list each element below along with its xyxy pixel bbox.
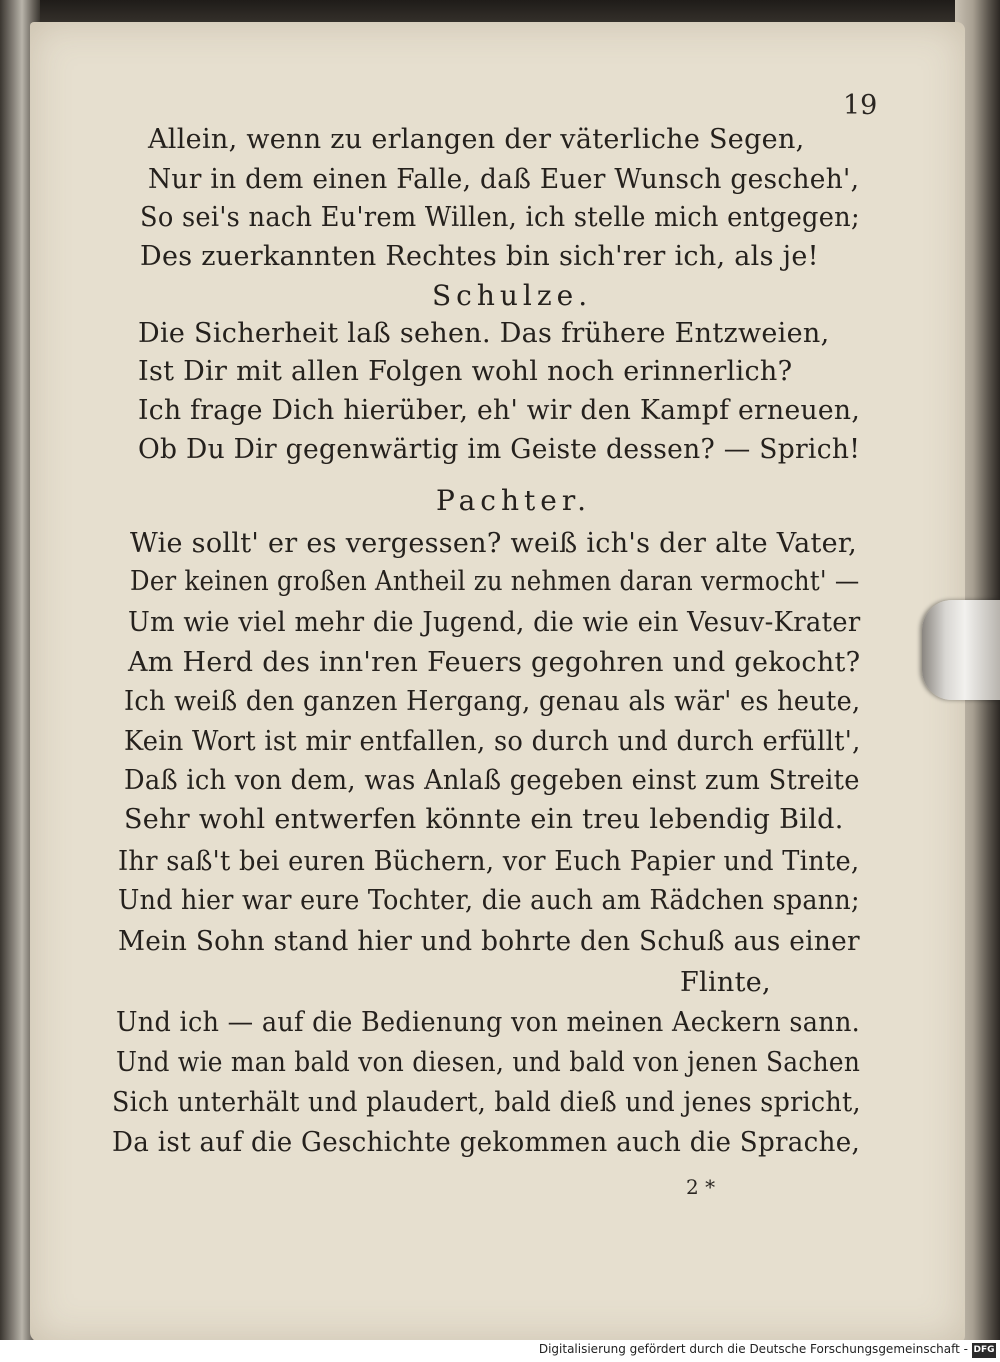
text-line-1: Allein, wenn zu erlangen der väterliche Segen, (148, 124, 805, 155)
text-line-11: Wie sollt' er es vergessen? weiß ich's der alte Vater, (130, 528, 858, 559)
text-line-4: Des zuerkannten Rechtes bin sich'rer ich, als je! (140, 241, 819, 272)
text-line-13: Um wie viel mehr die Jugend, die wie ein Vesuv-Krater (128, 607, 861, 638)
text-line-15: Ich weiß den ganzen Hergang, genau als wär' es heute, (124, 686, 861, 717)
text-line-22: Flinte, (680, 967, 771, 998)
text-line-18: Sehr wohl entwerfen könnte ein treu lebendig Bild. (124, 804, 844, 835)
footer-bar (0, 1340, 1000, 1362)
text-line-12: Der keinen großen Antheil zu nehmen daran vermocht' — (130, 566, 860, 597)
text-line-2: Nur in dem einen Falle, daß Euer Wunsch gescheh', (148, 164, 860, 195)
signature-mark: 2 * (686, 1175, 716, 1199)
page-clip (922, 600, 1000, 700)
footer-credit: Digitalisierung gefördert durch die Deutsche Forschungsgemeinschaft - (538, 1342, 968, 1356)
text-line-17: Daß ich von dem, was Anlaß gegeben einst zum Streite (124, 765, 860, 796)
text-line-26: Da ist auf die Geschichte gekommen auch die Sprache, (112, 1127, 861, 1158)
page-number: 19 (843, 90, 878, 121)
speaker-name: Schulze. (432, 279, 593, 312)
text-line-16: Kein Wort ist mir entfallen, so durch und durch erfüllt', (124, 726, 861, 757)
text-line-20: Und hier war eure Tochter, die auch am Rädchen spann; (118, 885, 860, 916)
text-line-19: Ihr saß't bei euren Büchern, vor Euch Papier und Tinte, (118, 846, 860, 877)
text-line-25: Sich unterhält und plaudert, bald dieß und jenes spricht, (112, 1087, 861, 1118)
text-line-24: Und wie man bald von diesen, und bald von jenen Sachen (116, 1047, 861, 1078)
text-line-7: Ist Dir mit allen Folgen wohl noch erinnerlich? (138, 356, 793, 387)
text-line-21: Mein Sohn stand hier und bohrte den Schuß aus einer (118, 926, 860, 957)
text-line-9: Ob Du Dir gegenwärtig im Geiste dessen? — Sprich! (138, 434, 861, 465)
dfg-logo: DFG (972, 1343, 996, 1358)
text-line-6: Die Sicherheit laß sehen. Das frühere Entzweien, (138, 318, 830, 349)
text-line-8: Ich frage Dich hierüber, eh' wir den Kampf erneuen, (138, 395, 861, 426)
text-line-23: Und ich — auf die Bedienung von meinen Aeckern sann. (116, 1007, 861, 1038)
speaker-name: Pachter. (436, 484, 592, 517)
text-line-3: So sei's nach Eu'rem Willen, ich stelle mich entgegen; (140, 202, 860, 233)
text-line-14: Am Herd des inn'ren Feuers gegohren und gekocht? (128, 647, 861, 678)
